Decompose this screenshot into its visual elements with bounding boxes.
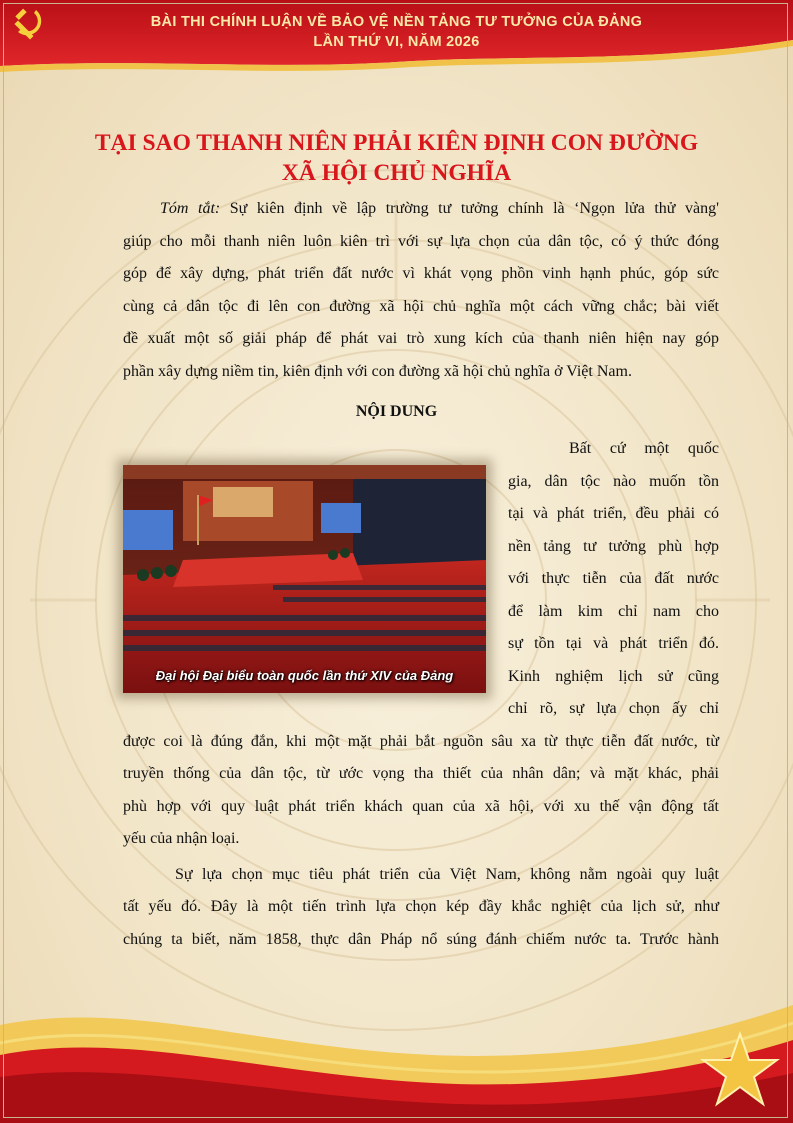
body-line: gia, dân tộc nào muốn tồn <box>508 473 719 490</box>
body-line: Sự lựa chọn mục tiêu phát triển của Việt Nam, không nằm ngoài quy luật <box>175 866 719 883</box>
body-line: được coi là đúng đắn, khi một mặt phải bắt nguồn sâu xa từ thực tiễn đất nước, từ <box>123 733 719 750</box>
summary-line: góp để xây dựng, phát triển đất nước vì khát vọng phồn vinh hạnh phúc, góp sức <box>123 265 719 282</box>
section-heading: NỘI DUNG <box>355 403 438 420</box>
photo-caption: Đại hội Đại biểu toàn quốc lần thứ XIV của Đảng <box>155 668 454 683</box>
body-line: phù hợp với quy luật phát triển khách quan của xã hội, với xu thế vận động tất <box>123 798 719 815</box>
body-line: tất yếu đó. Đây là một tiến trình lựa chọn kép đầy khắc nghiệt của lịch sử, như <box>123 898 719 915</box>
article-title-line2: XÃ HỘI CHỦ NGHĨA <box>281 160 512 186</box>
article-title-line1: TẠI SAO THANH NIÊN PHẢI KIÊN ĐỊNH CON ĐƯỜNG <box>94 130 699 156</box>
article-title <box>60 128 733 188</box>
summary-text: Sự kiên định về lập trường tư tưởng chính là ‘Ngọn lửa thử vàng' <box>220 200 720 217</box>
body-line: Bất cứ một quốc <box>569 440 719 457</box>
contest-title-line1: BÀI THI CHÍNH LUẬN VỀ BẢO VỆ NỀN TẢNG TƯ TƯỞNG CỦA ĐẢNG <box>150 14 643 30</box>
body-line: Kinh nghiệm lịch sử cũng <box>508 668 719 685</box>
summary-line: phần xây dựng niềm tin, kiên định với con đường xã hội chủ nghĩa ở Việt Nam. <box>123 363 632 380</box>
summary-line: cùng cả dân tộc đi lên con đường xã hội chủ nghĩa một cách vững chắc; bài viết <box>123 298 719 315</box>
summary-label: Tóm tắt: <box>160 200 221 217</box>
body-line: với thực tiễn của đất nước <box>508 570 719 587</box>
summary-line: đề xuất một số giải pháp để phát vai trò xung kích của thanh niên hiện nay góp <box>123 330 719 347</box>
body-line: yếu của nhận loại. <box>123 830 240 847</box>
congress-photo <box>123 465 486 693</box>
body-line: nền tảng tư tưởng phù hợp <box>508 538 719 555</box>
body-line: truyền thống của dân tộc, từ ước vọng tha thiết của nhân dân; và mặt khác, phải <box>123 765 719 782</box>
congress-hall-illustration <box>123 465 486 693</box>
summary-line: giúp cho mỗi thanh niên luôn kiên trì với sự lựa chọn của dân tộc, có ý thức đóng <box>123 233 719 250</box>
summary-line <box>123 200 719 218</box>
body-line: chỉ rõ, sự lựa chọn ấy chỉ <box>508 700 719 717</box>
footer-banner <box>0 985 793 1123</box>
body-line: để làm kim chỉ nam cho <box>508 603 719 620</box>
body-line: chúng ta biết, năm 1858, thực dân Pháp nổ súng đánh chiếm nước ta. Trước hành <box>123 931 719 948</box>
contest-title-line2: LẦN THỨ VI, NĂM 2026 <box>313 34 480 50</box>
body-line: tại và phát triển, đều phải có <box>508 505 719 522</box>
gold-star-icon <box>700 1030 780 1110</box>
body-line: sự tồn tại và phát triển đó. <box>508 635 719 652</box>
contest-title <box>0 12 793 52</box>
